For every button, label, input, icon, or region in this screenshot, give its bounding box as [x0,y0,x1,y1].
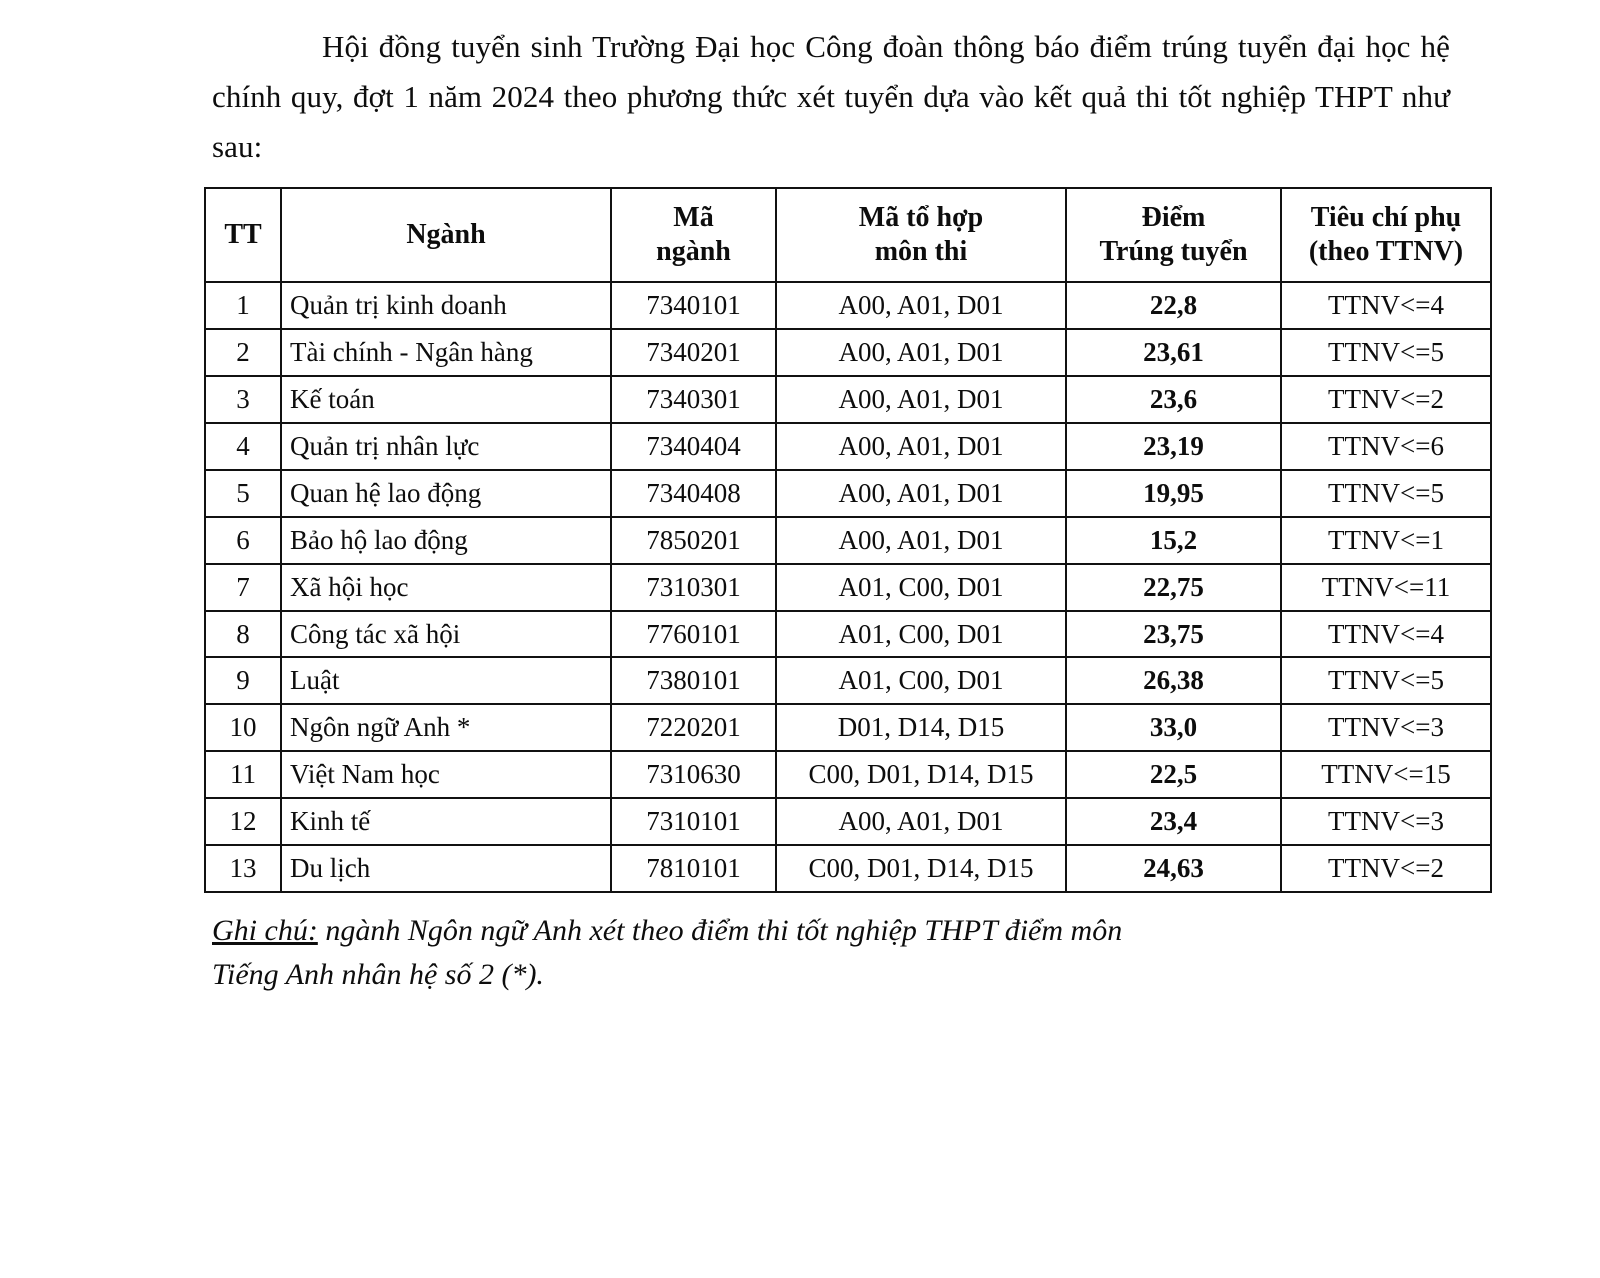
cell-tieu-chi: TTNV<=5 [1281,329,1491,376]
cell-to-hop: A00, A01, D01 [776,423,1066,470]
cell-to-hop: A00, A01, D01 [776,798,1066,845]
column-header-ma-nganh-line2: ngành [656,235,731,267]
cell-tieu-chi: TTNV<=2 [1281,376,1491,423]
cell-tt: 11 [205,751,281,798]
cell-tt: 3 [205,376,281,423]
cell-tieu-chi: TTNV<=6 [1281,423,1491,470]
table-row [205,517,1491,564]
column-header-to-hop-line2: môn thi [874,235,968,267]
cell-diem: 24,63 [1066,845,1281,892]
cell-to-hop: A01, C00, D01 [776,657,1066,704]
cell-nganh: Tài chính - Ngân hàng [281,329,611,376]
cell-ma-nganh: 7340404 [611,423,776,470]
cell-diem: 15,2 [1066,517,1281,564]
cell-to-hop: A00, A01, D01 [776,517,1066,564]
cell-diem: 22,8 [1066,282,1281,329]
cell-ma-nganh: 7310630 [611,751,776,798]
cell-nganh: Quản trị nhân lực [281,423,611,470]
cell-ma-nganh: 7310301 [611,564,776,611]
cell-ma-nganh: 7810101 [611,845,776,892]
cell-ma-nganh: 7850201 [611,517,776,564]
column-header-tt: TT [205,188,281,282]
cell-diem: 23,6 [1066,376,1281,423]
cell-ma-nganh: 7340301 [611,376,776,423]
table-header-row [205,188,1491,282]
column-header-ma-nganh-line1: Mã [673,201,714,233]
cell-to-hop: C00, D01, D14, D15 [776,751,1066,798]
cell-nganh: Du lịch [281,845,611,892]
cell-nganh: Quản trị kinh doanh [281,282,611,329]
cell-nganh: Việt Nam học [281,751,611,798]
cell-to-hop: A00, A01, D01 [776,282,1066,329]
cell-diem: 22,5 [1066,751,1281,798]
cell-to-hop: C00, D01, D14, D15 [776,845,1066,892]
column-header-diem [1066,188,1281,282]
column-header-diem-line2: Trúng tuyển [1099,235,1248,267]
cell-diem: 33,0 [1066,704,1281,751]
table-row [205,751,1491,798]
cell-tieu-chi: TTNV<=15 [1281,751,1491,798]
admission-score-table [204,187,1492,894]
column-header-tieu-chi [1281,188,1491,282]
column-header-diem-line1: Điểm [1141,201,1206,233]
table-row [205,704,1491,751]
cell-nganh: Luật [281,657,611,704]
cell-ma-nganh: 7220201 [611,704,776,751]
table-header [205,188,1491,282]
cell-tt: 7 [205,564,281,611]
table-row [205,564,1491,611]
table-row [205,657,1491,704]
cell-to-hop: D01, D14, D15 [776,704,1066,751]
cell-tieu-chi: TTNV<=3 [1281,798,1491,845]
cell-diem: 23,75 [1066,611,1281,658]
intro-paragraph: Hội đồng tuyển sinh Trường Đại học Công đoàn thông báo điểm trúng tuyển đại học hệ chính quy, đợt 1 năm 2024 theo phương thức xét tuyển dựa vào kết quả thi tốt nghiệp THPT như sau: [212,29,1450,165]
cell-nganh: Bảo hộ lao động [281,517,611,564]
column-header-tieu-chi-line1: Tiêu chí phụ [1310,201,1462,233]
cell-ma-nganh: 7340101 [611,282,776,329]
cell-ma-nganh: 7760101 [611,611,776,658]
cell-ma-nganh: 7340408 [611,470,776,517]
cell-to-hop: A00, A01, D01 [776,329,1066,376]
cell-tieu-chi: TTNV<=5 [1281,470,1491,517]
cell-tieu-chi: TTNV<=11 [1281,564,1491,611]
cell-nganh: Công tác xã hội [281,611,611,658]
cell-ma-nganh: 7340201 [611,329,776,376]
cell-tt: 8 [205,611,281,658]
cell-to-hop: A01, C00, D01 [776,564,1066,611]
cell-tieu-chi: TTNV<=4 [1281,282,1491,329]
cell-tt: 4 [205,423,281,470]
table-row [205,611,1491,658]
cell-nganh: Kế toán [281,376,611,423]
cell-ma-nganh: 7310101 [611,798,776,845]
column-header-ma-nganh [611,188,776,282]
cell-to-hop: A00, A01, D01 [776,470,1066,517]
cell-tt: 13 [205,845,281,892]
column-header-nganh: Ngành [281,188,611,282]
table-body [205,282,1491,892]
cell-ma-nganh: 7380101 [611,657,776,704]
cell-tieu-chi: TTNV<=3 [1281,704,1491,751]
cell-tt: 1 [205,282,281,329]
cell-nganh: Kinh tế [281,798,611,845]
cell-tt: 10 [205,704,281,751]
footnote-text: ngành Ngôn ngữ Anh xét theo điểm thi tốt nghiệp THPT điểm môn [317,914,1123,948]
cell-diem: 22,75 [1066,564,1281,611]
cell-nganh: Ngôn ngữ Anh * [281,704,611,751]
cell-diem: 19,95 [1066,470,1281,517]
footnote [212,909,1450,996]
cell-diem: 23,61 [1066,329,1281,376]
table-row [205,282,1491,329]
column-header-tieu-chi-line2: (theo TTNV) [1308,235,1464,267]
table-row [205,423,1491,470]
cell-tt: 12 [205,798,281,845]
cell-to-hop: A01, C00, D01 [776,611,1066,658]
cell-tt: 9 [205,657,281,704]
cell-tieu-chi: TTNV<=5 [1281,657,1491,704]
cell-tieu-chi: TTNV<=2 [1281,845,1491,892]
cell-nganh: Xã hội học [281,564,611,611]
cell-tt: 6 [205,517,281,564]
table-row [205,845,1491,892]
cell-diem: 26,38 [1066,657,1281,704]
cell-tt: 5 [205,470,281,517]
table-row [205,798,1491,845]
cell-diem: 23,19 [1066,423,1281,470]
table-row [205,329,1491,376]
cell-tieu-chi: TTNV<=4 [1281,611,1491,658]
cell-tt: 2 [205,329,281,376]
footnote-text-line2: Tiếng Anh nhân hệ số 2 (*). [212,957,544,991]
cell-tieu-chi: TTNV<=1 [1281,517,1491,564]
footnote-label: Ghi chú: [212,914,318,948]
cell-to-hop: A00, A01, D01 [776,376,1066,423]
column-header-to-hop [776,188,1066,282]
cell-diem: 23,4 [1066,798,1281,845]
column-header-to-hop-line1: Mã tổ hợp [858,201,984,233]
cell-nganh: Quan hệ lao động [281,470,611,517]
table-row [205,376,1491,423]
table-row [205,470,1491,517]
